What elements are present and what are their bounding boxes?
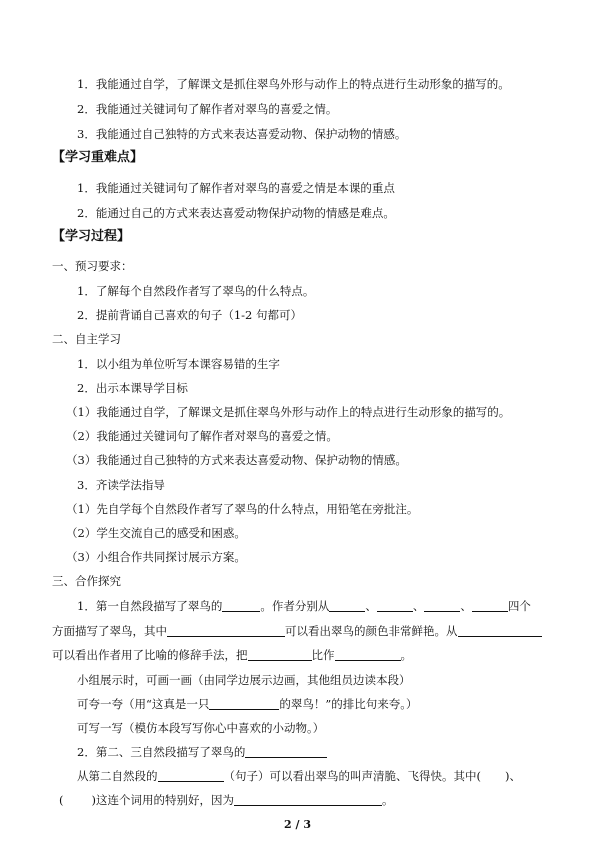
section3-title: 三、合作探究 [52, 574, 121, 588]
blank-compare-object[interactable] [335, 648, 401, 661]
section2-title: 二、自主学习 [52, 332, 121, 346]
goal-line-1: 1．我能通过自学，了解课文是抓住翠鸟外形与动作上的特点进行生动形象的描写的。 [77, 77, 510, 91]
goal-line-3: 3．我能通过自己独特的方式来表达喜爱动物、保护动物的情感。 [77, 127, 407, 141]
key-point-2: 2．能通过自己的方式来表达喜爱动物保护动物的情感是难点。 [77, 206, 395, 220]
blank-para23-feature[interactable] [245, 745, 327, 758]
sub-goal-2: （2）我能通过关键词句了解作者对翠鸟的喜爱之情。 [66, 429, 338, 443]
q2b-line: 从第二自然段的 （句子）可以看出翠鸟的叫声清脆、飞得快。其中( )、 [77, 769, 521, 783]
section1-item-1: 1．了解每个自然段作者写了翠鸟的什么特点。 [77, 284, 315, 298]
section2-item-3: 3．齐读学法指导 [77, 478, 165, 492]
page-number: 2 / 3 [284, 818, 311, 831]
section1-title: 一、预习要求： [52, 259, 133, 273]
write-line: 可写一写（模仿本段写写你心中喜欢的小动物。） [77, 721, 325, 735]
section2-item-1: 1．以小组为单位听写本课容易错的生字 [77, 357, 280, 371]
process-heading: 【学习过程】 [52, 229, 131, 244]
fill-line-3: 可以看出作者用了比喻的修辞手法，把 比作 。 [52, 648, 412, 662]
blank-aspect-4[interactable] [472, 599, 508, 612]
blank-metaphor-sentence[interactable] [458, 624, 542, 637]
section1-item-2: 2．提前背诵自己喜欢的句子（1-2 句都可） [77, 308, 302, 322]
fill-line-2: 方面描写了翠鸟，其中 可以看出翠鸟的颜色非常鲜艳。从 [52, 624, 542, 638]
q2-line: 2．第二、三自然段描写了翠鸟的 [77, 745, 327, 759]
blank-color-sentence[interactable] [167, 624, 285, 637]
blank-feature[interactable] [222, 599, 260, 612]
blank-praise[interactable] [209, 697, 279, 710]
sub-goal-3: （3）我能通过自己独特的方式来表达喜爱动物、保护动物的情感。 [66, 453, 407, 467]
key-point-1: 1．我能通过关键词句了解作者对翠鸟的喜爱之情是本课的重点 [77, 181, 395, 195]
goal-line-2: 2．我能通过关键词句了解作者对翠鸟的喜爱之情。 [77, 102, 338, 116]
q2c-line: ( )这连个词用的特别好，因为 。 [59, 793, 394, 807]
sub-guide-3: （3）小组合作共同探讨展示方案。 [66, 550, 246, 564]
blank-compare-subject[interactable] [248, 648, 312, 661]
key-points-heading: 【学习重难点】 [52, 150, 144, 165]
blank-reason[interactable] [234, 793, 382, 806]
praise-line: 可夸一夸（用“这真是一只 的翠鸟！”的排比句来夸。） [77, 697, 418, 711]
blank-aspect-2[interactable] [377, 599, 413, 612]
section2-item-2: 2．出示本课导学目标 [77, 381, 188, 395]
blank-aspect-3[interactable] [424, 599, 460, 612]
blank-sentence[interactable] [158, 769, 224, 782]
sub-guide-2: （2）学生交流自己的感受和困惑。 [66, 526, 246, 540]
fill-line-1: 1．第一自然段描写了翠鸟的 。作者分别从 、 、 、 四个 [77, 599, 531, 613]
sub-guide-1: （1）先自学每个自然段作者写了翠鸟的什么特点，用铅笔在旁批注。 [66, 502, 419, 516]
group-show-line: 小组展示时，可画一画（由同学边展示边画，其他组员边读本段） [77, 673, 411, 687]
blank-aspect-1[interactable] [329, 599, 365, 612]
sub-goal-1: （1）我能通过自学，了解课文是抓住翠鸟外形与动作上的特点进行生动形象的描写的。 [66, 405, 511, 419]
